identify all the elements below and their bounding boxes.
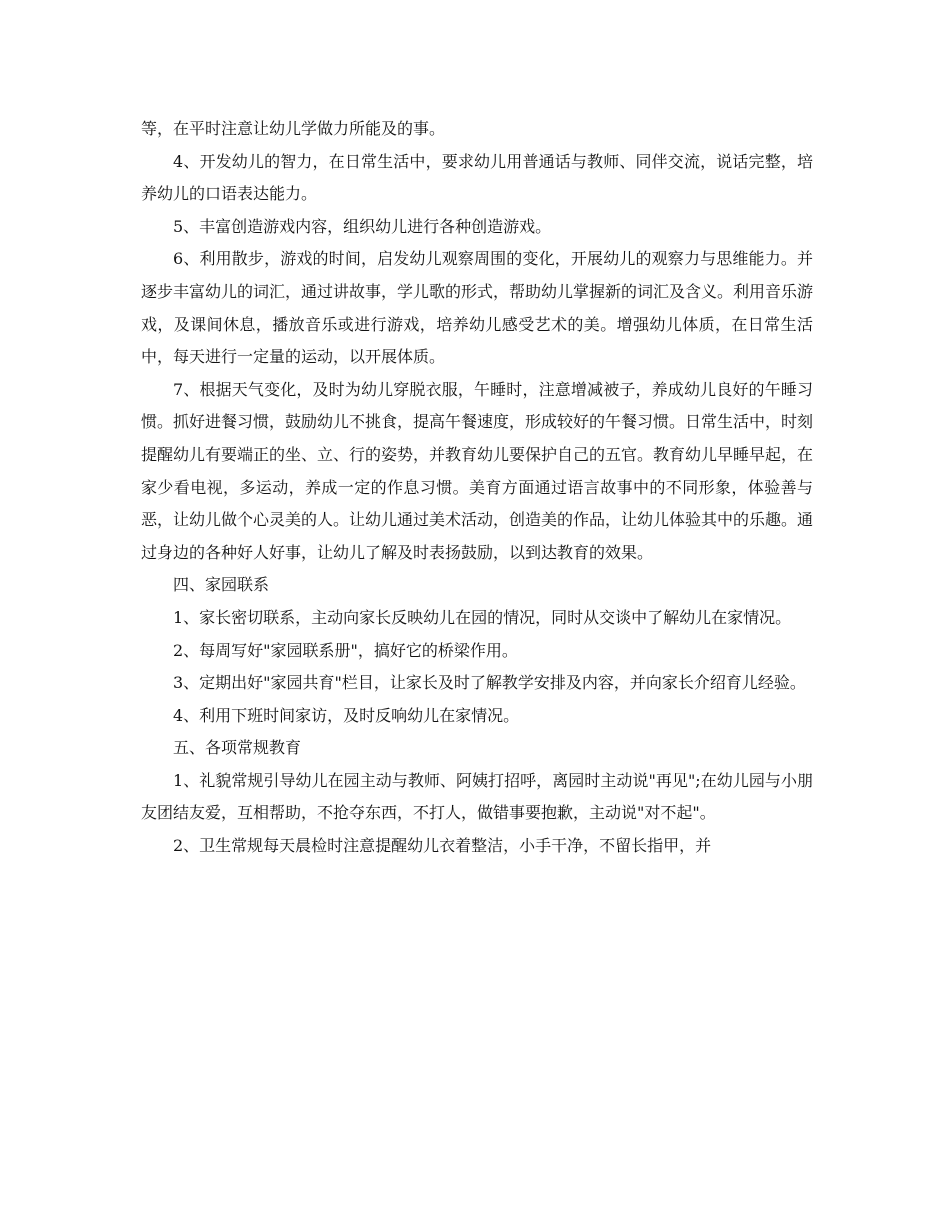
paragraph-home-school-4: 4、利用下班时间家访，及时反响幼儿在家情况。 — [173, 705, 520, 725]
paragraph-home-school-1: 1、家长密切联系，主动向家长反映幼儿在园的情况，同时从交谈中了解幼儿在家情况。 — [173, 607, 792, 627]
paragraph-routine-courtesy: 1、礼貌常规引导幼儿在园主动与教师、阿姨打招呼，离园时主动说"再见";在幼儿园与小朋友团结友爱，互相帮助，不抢夺东西，不打人，做错事要抱歉，主动说"对不起"。 — [141, 770, 813, 823]
paragraph-item-5-games: 5、丰富创造游戏内容，组织幼儿进行各种创造游戏。 — [173, 216, 552, 236]
paragraph-item-7-habits: 7、根据天气变化，及时为幼儿穿脱衣服，午睡时，注意增减被子，养成幼儿良好的午睡习惯。抓好进餐习惯，鼓励幼儿不挑食，提高午餐速度，形成较好的午餐习惯。日常生活中，时刻提醒幼儿有要端正的坐、立、行的姿势，并教育幼儿要保护自己的五官。教育幼儿早睡早起，在家少看电视，多运动，养成一定的作息习惯。美育方面通过语言故事中的不同形象，体验善与恶，让幼儿做个心灵美的人。让幼儿通过美术活动，创造美的作品，让幼儿体验其中的乐趣。通过身边的各种好人好事，让幼儿了解及时表扬鼓励，以到达教育的效果。 — [141, 379, 814, 562]
paragraph-routine-hygiene: 2、卫生常规每天晨检时注意提醒幼儿衣着整洁，小手干净，不留长指甲，并 — [173, 836, 712, 856]
paragraph-home-school-3: 3、定期出好"家园共育"栏目，让家长及时了解教学安排及内容，并向家长介绍育儿经验。 — [173, 673, 806, 693]
paragraph-home-school-2: 2、每周写好"家园联系册"，搞好它的桥梁作用。 — [173, 640, 518, 660]
section-heading-routines: 五、各项常规教育 — [173, 738, 302, 758]
document-page — [141, 113, 813, 863]
paragraph-continuation: 等，在平时注意让幼儿学做力所能及的事。 — [141, 119, 446, 138]
paragraph-item-4-intelligence: 4、开发幼儿的智力，在日常生活中，要求幼儿用普通话与教师、同伴交流，说话完整，培养幼儿的口语表达能力。 — [141, 151, 813, 204]
paragraph-item-6-observation: 6、利用散步，游戏的时间，启发幼儿观察周围的变化，开展幼儿的观察力与思维能力。并逐步丰富幼儿的词汇，通过讲故事，学儿歌的形式，帮助幼儿掌握新的词汇及含义。利用音乐游戏，及课间休息，播放音乐或进行游戏，培养幼儿感受艺术的美。增强幼儿体质，在日常生活中，每天进行一定量的运动，以开展体质。 — [141, 249, 814, 367]
section-heading-home-school: 四、家园联系 — [173, 575, 270, 595]
